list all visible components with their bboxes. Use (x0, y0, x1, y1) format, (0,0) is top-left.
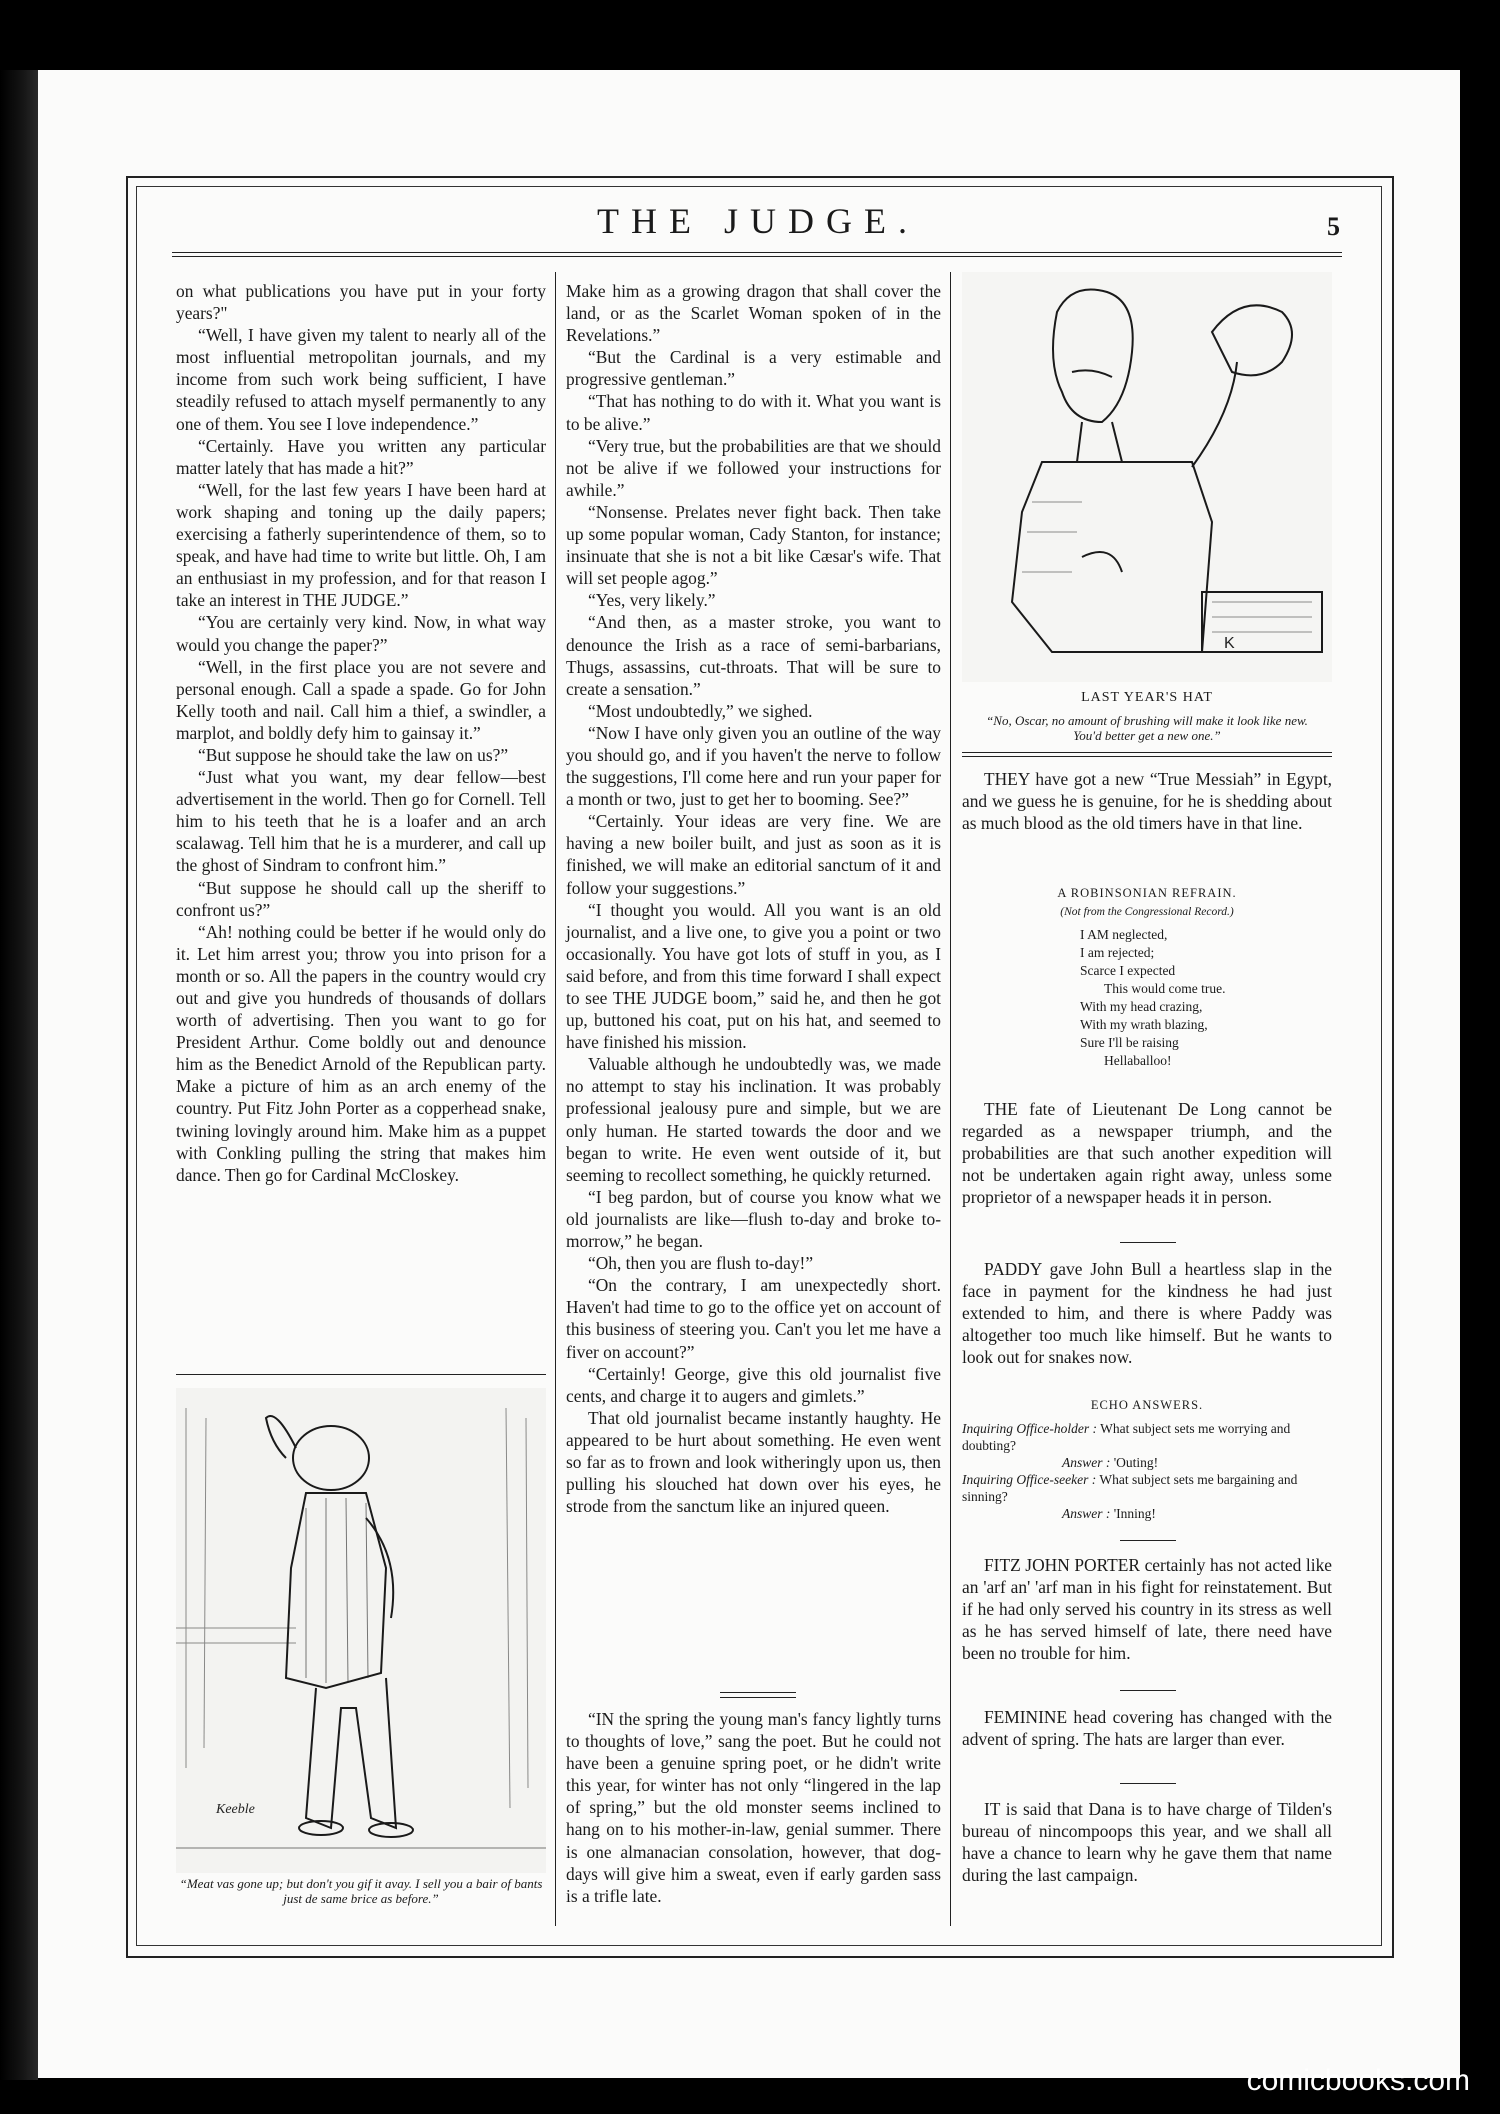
col1-paragraph: on what publications you have put in your forty years?" (176, 281, 546, 324)
col2-paragraph: “On the contrary, I am unexpectedly short. Haven't had time to go to the office yet on account of this business of steering you. Can't you let me have a fiver on account?” (566, 1275, 941, 1362)
peddler-illustration (176, 1388, 546, 1873)
spring-paragraph: “IN the spring the young man's fancy lightly turns to thoughts of love,” sang the poet. But he could not have been a genuine spring poet, or he didn't write this year, for winter has not only “lingered in the lap of spring,” but the old monster seems inclined to hang on to his mother-in-law, genial summer. There is one almanacian consolation, however, that dog-days will give him a sweat, even if early garden sass is a trifle late. (566, 1709, 941, 1906)
echo-q2-label: Inquiring Office-seeker : (962, 1472, 1097, 1487)
section-rule-2 (720, 1697, 796, 1698)
hat-illustration-caption: “No, Oscar, no amount of brushing will make it look like new. You'd better get a new one.” (986, 713, 1308, 743)
col1-paragraph: “Just what you want, my dear fellow—best advertisement in the world. Then go for Cornell. Tell him to his teeth that he is a loafer and an arch scalawag. Tell him that he is a murderer, and call up the ghost of Sindram to confront him.” (176, 767, 546, 876)
column-3-rule-2 (962, 756, 1332, 757)
col1-paragraph: “But suppose he should take the law on us?” (198, 744, 509, 765)
col2-paragraph: “Certainly! George, give this old journalist five cents, and charge it to augers and gimlets.” (566, 1363, 941, 1406)
poem-line: With my head crazing, (1080, 999, 1203, 1014)
echo-title: ECHO ANSWERS. (1090, 1398, 1204, 1412)
echo-q1: What subject sets me worrying and doubting? (962, 1421, 1291, 1453)
col2-paragraph: “Now I have only given you an outline of the way you should go, and if you haven't the nerve to follow the suggestions, I'll come here and run your paper for a month or two, just to get her to booming. See?” (566, 722, 941, 810)
column-divider-2 (950, 272, 951, 1926)
poem-line: This would come true. (1104, 981, 1226, 996)
col2-paragraph: “Oh, then you are flush to-day!” (588, 1253, 814, 1274)
col1-paragraph: “Well, in the first place you are not severe and personal enough. Call a spade a spade. Go for John Kelly tooth and nail. Call him a thief, a swindler, a marplot, and boldly defy him to gainsay it.” (176, 656, 546, 743)
col1-paragraph: “Ah! nothing could be better if he would only do it. Let him arrest you; throw you into prison for a month or so. All the papers in the country would cry out and give you hundreds of thousands of dollars worth of advertising. Then you want to go for President Arthur. Come boldly out and denounce him as the Benedict Arnold of the Republican party. Make a picture of him as an arch enemy of the country. Put Fitz John Porter as a copperhead snake, twining lovingly around him. Make him as a puppet with Conkling pulling the string that makes him dance. Then go for Cardinal McCloskey. (176, 921, 546, 1185)
poem-line: Scarce I expected (1080, 963, 1176, 978)
separator-3 (1120, 1690, 1176, 1691)
feminine-paragraph: FEMININE head covering has changed with the advent of spring. The hats are larger than ever. (962, 1707, 1332, 1750)
column-divider-1 (555, 272, 556, 1926)
echo-q1-label: Inquiring Office-holder : (962, 1421, 1097, 1436)
peddler-caption: “Meat vas gone up; but don't you gif it avay. I sell you a bair of bants just de same brice as before.” (179, 1876, 543, 1906)
column-1-rule (176, 1374, 546, 1375)
masthead-rule-2 (172, 256, 1342, 257)
col1-paragraph: “You are certainly very kind. Now, in what way would you change the paper?” (176, 612, 546, 655)
hat-illustration (962, 272, 1332, 682)
col2-paragraph: “But the Cardinal is a very estimable and progressive gentleman.” (566, 347, 941, 390)
echo-a1-label: Answer : (1062, 1455, 1111, 1470)
poem-line: I AM neglected, (1080, 927, 1168, 942)
echo-a2-label: Answer : (1062, 1506, 1111, 1521)
col2-paragraph: “That has nothing to do with it. What you want is to be alive.” (566, 391, 941, 434)
col1-paragraph: “Well, I have given my talent to nearly all of the most influential metropolitan journals, and my income from such work being sufficient, I have steadily refused to attach myself permanently to any one of them. You see I love independence.” (176, 325, 546, 434)
poem-line: Hellaballoo! (1104, 1053, 1172, 1068)
column-3-rule (962, 752, 1332, 753)
col2-paragraph: “Yes, very likely.” (588, 590, 716, 611)
dana-paragraph: IT is said that Dana is to have charge of Tilden's bureau of nincompoops this year, and we shall all have a chance to learn why he gave them that name during the last campaign. (962, 1799, 1332, 1886)
poem-title: A ROBINSONIAN REFRAIN. (1057, 886, 1237, 900)
echo-q2: What subject sets me bargaining and sinning? (962, 1472, 1298, 1504)
col2-paragraph: “Most undoubtedly,” we sighed. (588, 700, 813, 721)
col1-paragraph: “Certainly. Have you written any particular matter lately that has made a hit?” (176, 435, 546, 478)
column-1-text (176, 280, 546, 1186)
col2-paragraph: “I beg pardon, but of course you know what we old journalists are like—flush to-day and broke to-morrow,” he began. (566, 1186, 941, 1252)
col2-paragraph: “I thought you would. All you want is an old journalist, and a live one, to give you a point or two occasionally. You have got lots of stuff in you, as I said before, and from this time forward I shall expect to see THE JUDGE boom,” said he, and then he got up, buttoned his coat, put on his hat, and seemed to have finished his mission. (566, 899, 941, 1053)
masthead-rule (172, 252, 1342, 253)
col2-paragraph: That old journalist became instantly haughty. He appeared to be hurt about something. He even went so far as to frown and look witheringly upon us, then pulling his slouched hat down over his eyes, he strode from the sanctum like an injured queen. (566, 1407, 941, 1517)
echo-a1: 'Outing! (1113, 1455, 1159, 1470)
porter-paragraph: FITZ JOHN PORTER certainly has not acted like an 'arf an' 'arf man in his fight for reinstatement. But if he had only served his country in its stress as well as he has served himself of late, there need have been no trouble for him. (962, 1555, 1332, 1664)
col2-paragraph: “Very true, but the probabilities are that we should not be alive if we followed your instructions for awhile.” (566, 435, 941, 500)
col2-paragraph: “Certainly. Your ideas are very fine. We are having a new boiler built, and just as soon as it is finished, we will make an editorial sanctum of it and follow your suggestions.” (566, 811, 941, 898)
site-watermark: comicbooks.com (1246, 2064, 1470, 2097)
left-page-edge (0, 70, 38, 2080)
col2-paragraph: “Nonsense. Prelates never fight back. Then take up some popular woman, Cady Stanton, for instance; insinuate that she is not a bit like Cæsar's wife. That will set people agog.” (566, 501, 941, 589)
poem-line: With my wrath blazing, (1080, 1017, 1208, 1032)
poem-line: I am rejected; (1080, 945, 1155, 960)
poem-verse (1080, 926, 1320, 1070)
col1-paragraph: “Well, for the last few years I have been hard at work shaping and toning up the daily papers; exercising a fatherly superintendence of them, so to speak, and have had time to write but little. Oh, I am an enthusiast in my profession, and for that reason I take an interest in THE JUDGE.” (176, 479, 546, 611)
separator-1 (1120, 1242, 1176, 1243)
echo-answers (962, 1420, 1332, 1522)
delong-paragraph: THE fate of Lieutenant De Long cannot be regarded as a newspaper triumph, and the probabilities are that such another expedition will not be undertaken again right away, unless some proprietor of a newspaper heads it in person. (962, 1099, 1332, 1208)
hat-illustration-title: LAST YEAR'S HAT (1081, 690, 1213, 705)
column-2-text (566, 280, 941, 1517)
section-rule-1 (720, 1692, 796, 1693)
hat-illustration-signature: K (1224, 635, 1235, 652)
col2-paragraph: “And then, as a master stroke, you want to denounce the Irish as a race of semi-barbarians, Thugs, assassins, cut-throats. That will be sure to create a sensation.” (566, 612, 941, 699)
messiah-paragraph: THEY have got a new “True Messiah” in Egypt, and we guess he is genuine, for he is shedding about as much blood as the old timers have in that line. (962, 769, 1332, 834)
col2-paragraph: Make him as a growing dragon that shall cover the land, or as the Scarlet Woman spoken of in the Revelations.” (566, 281, 941, 346)
poem-line: Sure I'll be raising (1080, 1035, 1179, 1050)
col2-paragraph: Valuable although he undoubtedly was, we made no attempt to stay his inclination. It was probably professional jealousy pure and simple, but we are only human. He started towards the door and we began to write. He even went outside of it, but seeming to recollect something, he quickly returned. (566, 1054, 941, 1185)
page-number: 5 (1327, 212, 1340, 241)
paddy-paragraph: PADDY gave John Bull a heartless slap in the face in payment for the kindness he had just extended to him, and there is where Paddy was altogether too much like himself. But he wants to look out for snakes now. (962, 1259, 1332, 1368)
separator-4 (1120, 1783, 1176, 1784)
poem-subtitle: (Not from the Congressional Record.) (1060, 906, 1234, 918)
peddler-illustration-signature: Keeble (216, 1802, 255, 1817)
col1-paragraph: “But suppose he should call up the sheriff to confront us?” (176, 877, 546, 920)
separator-2 (1120, 1540, 1176, 1541)
masthead-title: THE JUDGE. (597, 201, 919, 241)
echo-a2: 'Inning! (1113, 1506, 1156, 1521)
